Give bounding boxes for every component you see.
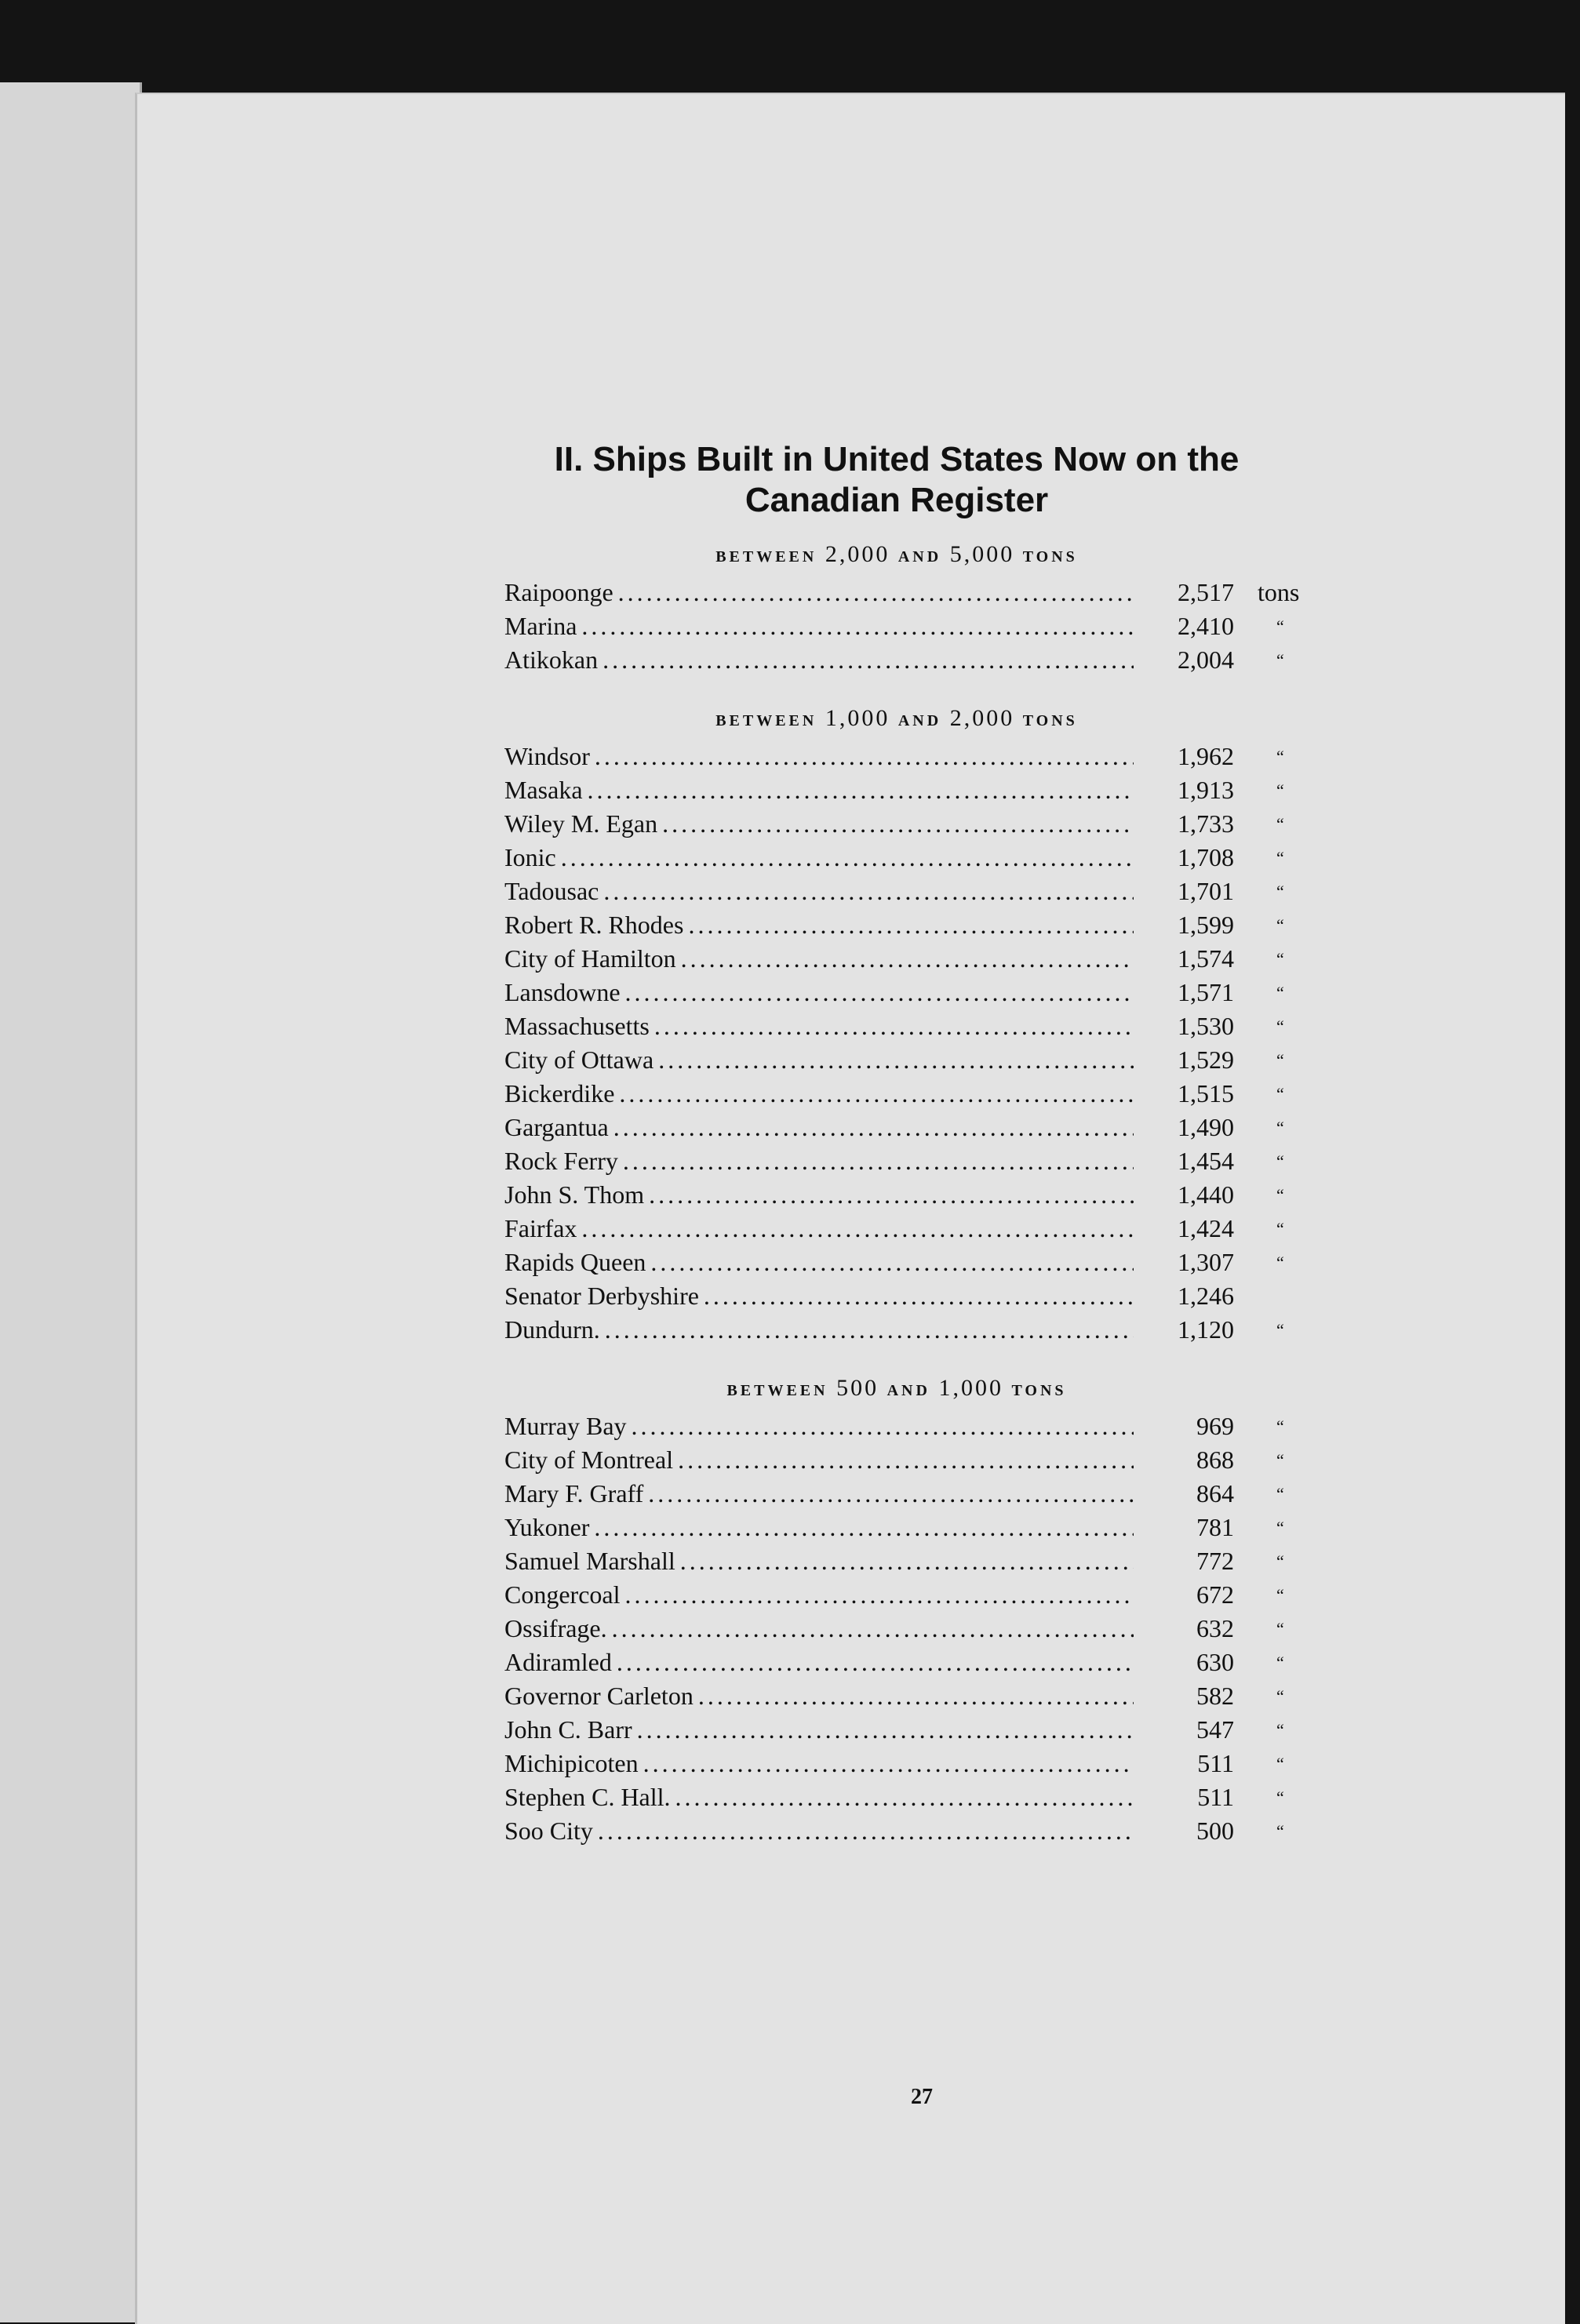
ship-tonnage: 2,410: [1134, 609, 1234, 643]
ship-tonnage: 511: [1134, 1747, 1234, 1780]
ship-tonnage: 1,440: [1134, 1178, 1234, 1212]
ship-tonnage: 1,246: [1134, 1279, 1234, 1313]
ship-tonnage: 511: [1134, 1780, 1234, 1814]
ship-tonnage: 500: [1134, 1814, 1234, 1848]
ship-name: Governor Carleton . . .: [504, 1679, 1148, 1713]
ditto-mark: “: [1276, 780, 1284, 800]
ship-row: [504, 1443, 1320, 1477]
ship-row: [504, 1814, 1320, 1848]
previous-page-edge: [0, 82, 142, 2322]
ditto-mark: “: [1276, 650, 1284, 670]
ship-tonnage: 1,962: [1134, 740, 1234, 773]
ship-row: [504, 1578, 1320, 1612]
ship-name: City of Ottawa . . .: [504, 1043, 1148, 1077]
ditto-mark: “: [1276, 1518, 1284, 1537]
ship-row: [504, 942, 1320, 976]
heading-post: TONS: [1022, 548, 1078, 566]
ship-row: [504, 740, 1320, 773]
ship-name: Samuel Marshall . . .: [504, 1544, 1148, 1578]
unit-label: tons: [1258, 578, 1300, 606]
ditto-mark: “: [1276, 747, 1284, 766]
ship-tonnage: 868: [1134, 1443, 1234, 1477]
ship-name: Ossifrage. . . .: [504, 1612, 1148, 1646]
ditto-mark: “: [1276, 1118, 1284, 1137]
ship-name: Massachusetts . . .: [504, 1009, 1148, 1043]
ship-name: Mary F. Graff . . .: [504, 1477, 1148, 1511]
ship-name: Dundurn. . . .: [504, 1313, 1148, 1347]
ditto-mark: “: [1276, 1084, 1284, 1104]
ditto-mark: “: [1276, 1788, 1284, 1807]
ship-name: Senator Derbyshire . . .: [504, 1279, 1148, 1313]
ship-row: [504, 1679, 1320, 1713]
ship-row: [504, 1409, 1320, 1443]
ship-row: [504, 1544, 1320, 1578]
heading-pre: BETWEEN: [715, 712, 817, 729]
heading-num2: 2,000: [949, 705, 1015, 731]
ship-name: Congercoal . . .: [504, 1578, 1148, 1612]
section-heading: [504, 1375, 1289, 1402]
heading-and: AND: [886, 1382, 930, 1399]
heading-num1: 1,000: [825, 705, 890, 731]
ship-row: [504, 841, 1320, 875]
ship-tonnage: 1,424: [1134, 1212, 1234, 1246]
ditto-mark: “: [1276, 1320, 1284, 1340]
heading-and: AND: [897, 548, 942, 566]
ship-row: [504, 1612, 1320, 1646]
ship-name: Ionic . . .: [504, 841, 1148, 875]
ship-name: Fairfax . . .: [504, 1212, 1148, 1246]
ship-name: Michipicoten . . .: [504, 1747, 1148, 1780]
ship-tonnage: 1,454: [1134, 1144, 1234, 1178]
ship-name: Wiley M. Egan . . .: [504, 807, 1148, 841]
ditto-mark: “: [1276, 1050, 1284, 1070]
ship-tonnage: 781: [1134, 1511, 1234, 1544]
ditto-mark: “: [1276, 1417, 1284, 1436]
ship-name: Masaka . . .: [504, 773, 1148, 807]
ditto-mark: “: [1276, 814, 1284, 834]
tonnage-section: [504, 1375, 1320, 1848]
ditto-mark: “: [1276, 1151, 1284, 1171]
ship-row: [504, 1077, 1320, 1111]
ship-name: City of Hamilton . . .: [504, 942, 1148, 976]
ship-tonnage: 582: [1134, 1679, 1234, 1713]
ship-row: [504, 1212, 1320, 1246]
ship-tonnage: 1,701: [1134, 875, 1234, 908]
ship-row: [504, 1043, 1320, 1077]
ship-row: [504, 1646, 1320, 1679]
ditto-mark: “: [1276, 1619, 1284, 1638]
heading-num1: 500: [836, 1375, 879, 1401]
heading-post: TONS: [1011, 1382, 1067, 1399]
ship-row: [504, 1713, 1320, 1747]
book-page: [135, 93, 1565, 2324]
heading-pre: BETWEEN: [715, 548, 817, 566]
ship-row: [504, 1009, 1320, 1043]
ship-name: John S. Thom . . .: [504, 1178, 1148, 1212]
section-heading: [504, 541, 1289, 568]
ditto-mark: “: [1276, 949, 1284, 969]
ship-row: [504, 1279, 1320, 1313]
ship-row: [504, 1313, 1320, 1347]
ship-name: John C. Barr . . .: [504, 1713, 1148, 1747]
ditto-mark: “: [1276, 1585, 1284, 1605]
ship-name: Robert R. Rhodes . . .: [504, 908, 1148, 942]
ship-name: Adiramled . . .: [504, 1646, 1148, 1679]
ship-row: [504, 1511, 1320, 1544]
ship-row: [504, 1144, 1320, 1178]
ship-tonnage: 672: [1134, 1578, 1234, 1612]
ship-row: [504, 807, 1320, 841]
ship-tonnage: 2,004: [1134, 643, 1234, 677]
ship-tonnage: 1,530: [1134, 1009, 1234, 1043]
title-line-1: II. Ships Built in United States Now on the: [554, 440, 1240, 478]
ditto-mark: “: [1276, 1484, 1284, 1504]
ditto-mark: “: [1276, 1653, 1284, 1672]
ditto-mark: “: [1276, 915, 1284, 935]
ship-tonnage: 1,733: [1134, 807, 1234, 841]
ship-name: Murray Bay . . .: [504, 1409, 1148, 1443]
ship-name: Soo City . . .: [504, 1814, 1148, 1848]
ship-tonnage: 1,515: [1134, 1077, 1234, 1111]
ship-name: Raipoonge . . .: [504, 576, 1148, 609]
ditto-mark: “: [1276, 1754, 1284, 1773]
ship-name: Gargantua . . .: [504, 1111, 1148, 1144]
ship-name: Rapids Queen . . .: [504, 1246, 1148, 1279]
ship-row: [504, 1246, 1320, 1279]
ship-tonnage: 547: [1134, 1713, 1234, 1747]
ditto-mark: “: [1276, 1450, 1284, 1470]
ship-name: Atikokan . . .: [504, 643, 1148, 677]
ship-tonnage: 632: [1134, 1612, 1234, 1646]
page-title: [504, 439, 1289, 521]
section-heading: [504, 705, 1289, 732]
ship-row: [504, 609, 1320, 643]
ship-tonnage: 772: [1134, 1544, 1234, 1578]
ship-name: Rock Ferry . . .: [504, 1144, 1148, 1178]
ship-tonnage: 1,571: [1134, 976, 1234, 1009]
ditto-mark: “: [1276, 983, 1284, 1002]
heading-num2: 5,000: [949, 541, 1015, 567]
ditto-mark: “: [1276, 1017, 1284, 1036]
ditto-mark: “: [1276, 1720, 1284, 1740]
ditto-mark: “: [1276, 848, 1284, 867]
ditto-mark: “: [1276, 1686, 1284, 1706]
ship-tonnage: 2,517: [1134, 576, 1234, 609]
ditto-mark: “: [1276, 1253, 1284, 1272]
ship-name: Lansdowne . . .: [504, 976, 1148, 1009]
ship-name: Windsor . . .: [504, 740, 1148, 773]
ship-tonnage: 1,490: [1134, 1111, 1234, 1144]
ditto-mark: “: [1276, 1219, 1284, 1238]
ship-tonnage: 864: [1134, 1477, 1234, 1511]
ship-row: [504, 1111, 1320, 1144]
ship-row: [504, 576, 1320, 609]
ditto-mark: “: [1276, 882, 1284, 901]
ship-name: Marina . . .: [504, 609, 1148, 643]
ship-name: Stephen C. Hall. . . .: [504, 1780, 1148, 1814]
ditto-mark: “: [1276, 616, 1284, 636]
heading-pre: BETWEEN: [726, 1382, 828, 1399]
ditto-mark: “: [1276, 1551, 1284, 1571]
ship-name: City of Montreal . . .: [504, 1443, 1148, 1477]
heading-and: AND: [897, 712, 942, 729]
ship-name: Bickerdike . . .: [504, 1077, 1148, 1111]
heading-num2: 1,000: [938, 1375, 1003, 1401]
ship-tonnage: 969: [1134, 1409, 1234, 1443]
ship-tonnage: 630: [1134, 1646, 1234, 1679]
ditto-mark: “: [1276, 1821, 1284, 1841]
ditto-mark: “: [1276, 1185, 1284, 1205]
heading-num1: 2,000: [825, 541, 890, 567]
ship-register-list: [504, 541, 1320, 1848]
ship-row: [504, 976, 1320, 1009]
ship-tonnage: 1,307: [1134, 1246, 1234, 1279]
ship-name: Yukoner . . .: [504, 1511, 1148, 1544]
ship-tonnage: 1,120: [1134, 1313, 1234, 1347]
ship-row: [504, 908, 1320, 942]
ship-row: [504, 1780, 1320, 1814]
tonnage-section: [504, 541, 1320, 677]
ship-row: [504, 1178, 1320, 1212]
ship-tonnage: 1,913: [1134, 773, 1234, 807]
page-content: [504, 439, 1320, 1876]
ship-row: [504, 643, 1320, 677]
page-number: 27: [911, 2085, 933, 2109]
ship-row: [504, 1477, 1320, 1511]
ship-name: Tadousac . . .: [504, 875, 1148, 908]
ship-row: [504, 773, 1320, 807]
ship-tonnage: 1,529: [1134, 1043, 1234, 1077]
heading-post: TONS: [1022, 712, 1078, 729]
ship-tonnage: 1,708: [1134, 841, 1234, 875]
title-line-2: Canadian Register: [744, 481, 1049, 519]
ship-tonnage: 1,599: [1134, 908, 1234, 942]
ship-row: [504, 875, 1320, 908]
tonnage-section: [504, 705, 1320, 1347]
ship-tonnage: 1,574: [1134, 942, 1234, 976]
ship-row: [504, 1747, 1320, 1780]
